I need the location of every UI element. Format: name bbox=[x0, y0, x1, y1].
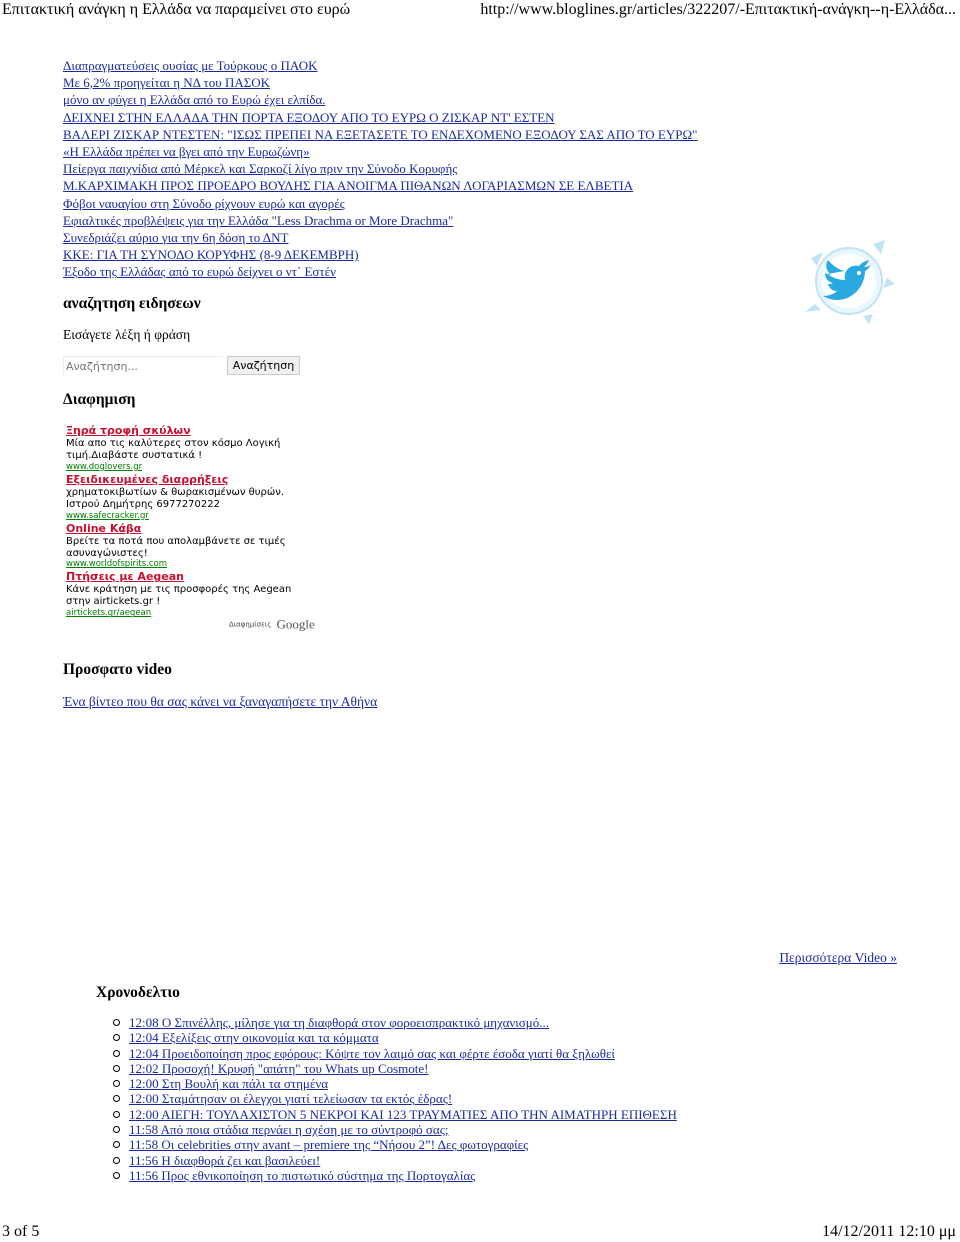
news-link[interactable]: Έξοδο της Ελλάδας από το ευρώ δείχνει ο ντ᾽ Εστέν bbox=[63, 264, 336, 280]
ads-list bbox=[66, 424, 316, 619]
video-link[interactable]: Ένα βίντεο που θα σας κάνει να ξαναγαπήσετε την Αθήνα bbox=[63, 694, 378, 709]
timeline-item bbox=[113, 1153, 733, 1168]
circle-bullet-icon bbox=[113, 1141, 120, 1148]
circle-bullet-icon bbox=[113, 1095, 120, 1102]
ad-description: Μία απο τις καλύτερες στον κόσμο Λογική τιμή.Διαβάστε συστατικά ! bbox=[66, 438, 281, 461]
circle-bullet-icon bbox=[113, 1080, 120, 1087]
circle-bullet-icon bbox=[113, 1065, 120, 1072]
timeline-item bbox=[113, 1091, 733, 1106]
ad-title-link[interactable]: Ξηρά τροφή σκύλων bbox=[66, 424, 191, 437]
timeline-item bbox=[113, 1107, 733, 1122]
news-link[interactable]: Φόβοι ναυαγίου στη Σύνοδο ρίχνουν ευρώ και αγορές bbox=[63, 195, 345, 211]
print-datetime: 14/12/2011 12:10 μμ bbox=[822, 1223, 956, 1240]
ad-description: Βρείτε τα ποτά που απολαμβάνετε σε τιμές ασυναγώνιστες! bbox=[66, 535, 286, 559]
search-prompt: Εισάγετε λέξη ή φράση bbox=[63, 327, 191, 342]
page-title: Επιτακτική ανάγκη η Ελλάδα να παραμείνει στο ευρώ bbox=[2, 1, 351, 18]
timeline-link[interactable]: 11:58 Οι celebrities στην avant – premiere της “Νήσου 2”! Δες φωτογραφίες bbox=[129, 1137, 529, 1153]
ad-title-link[interactable]: Πτήσεις με Aegean bbox=[66, 570, 184, 584]
timeline-item bbox=[113, 1168, 733, 1183]
ad-url-link[interactable]: airtickets.gr/aegean bbox=[66, 608, 152, 619]
news-link[interactable]: ΚΚΕ: ΓΙΑ ΤΗ ΣΥΝΟΔΟ ΚΟΡΥΦΗΣ (8-9 ΔΕΚΕΜΒΡΗ) bbox=[63, 247, 359, 263]
timeline-item bbox=[113, 1015, 733, 1030]
timeline-item bbox=[113, 1046, 733, 1061]
print-footer bbox=[0, 1222, 960, 1242]
news-link[interactable]: Μ.ΚΑΡΧΙΜΑΚΗ ΠΡΟΣ ΠΡΟΕΔΡΟ ΒΟΥΛΗΣ ΓΙΑ ΑΝΟΙΓΜΑ ΠΙΘΑΝΩΝ ΛΟΓΑΡΙΑΣΜΩΝ ΣΕ ΕΛΒΕΤΙΑ bbox=[63, 178, 634, 194]
circle-bullet-icon bbox=[113, 1126, 120, 1133]
ad-description: χρηματοκιβωτίων & θωρακισμένων θυρών. Ιστρού Δημήτρης 6977270222 bbox=[66, 486, 285, 510]
ad-url-link[interactable]: www.worldofspirits.com bbox=[66, 559, 168, 570]
ad-description: Κάνε κράτηση με τις προσφορές της Aegean στην airtickets.gr ! bbox=[66, 584, 292, 608]
video-heading: Προσφατο video bbox=[63, 661, 172, 678]
timeline-item bbox=[113, 1122, 733, 1137]
ad-title-link[interactable]: Εξειδικευμένες διαρρήξεις bbox=[66, 472, 229, 486]
twitter-bird-icon[interactable] bbox=[803, 238, 895, 324]
ad-title-link[interactable]: Online Κάβα bbox=[66, 521, 142, 535]
timeline-link[interactable]: 12:08 Ο Σπινέλλης, μίλησε για τη διαφθορά στον φοροεισπρακτικό μηχανισμό... bbox=[129, 1015, 549, 1030]
news-link[interactable]: ΔΕΙΧΝΕΙ ΣΤΗΝ ΕΛΛΑΔΑ ΤΗΝ ΠΟΡΤΑ ΕΞΟΔΟΥ ΑΠΟ ΤΟ ΕΥΡΩ Ο ΖΙΣΚΑΡ ΝΤ' ΕΣΤΕΝ bbox=[63, 109, 555, 125]
ads-heading: Διαφημιση bbox=[63, 391, 136, 408]
timeline-link[interactable]: 12:04 Εξελίξεις στην οικονομία και τα κόμματα bbox=[129, 1030, 379, 1046]
ads-badge-label: Διαφημίσεις bbox=[229, 620, 272, 629]
news-link[interactable]: ΒΑΛΕΡΙ ΖΙΣΚΑΡ ΝΤΕΣΤΕΝ: "ΙΣΩΣ ΠΡΕΠΕΙ ΝΑ ΕΞΕΤΑΣΕΤΕ ΤΟ ΕΝΔΕΧΟΜΕΝΟ ΕΞΟΔΟΥ ΣΑΣ ΑΠΟ ΤΟ ΕΥΡΩ" bbox=[63, 126, 698, 142]
page-number: 3 of 5 bbox=[2, 1223, 40, 1240]
timeline-link[interactable]: 11:58 Από ποια στάδια περνάει η σχέση με το σύντροφό σας; bbox=[129, 1122, 449, 1138]
timeline-item bbox=[113, 1030, 733, 1045]
page-url: http://www.bloglines.gr/articles/322207/-Επιτακτική-ανάγκη--η-Ελλάδα... bbox=[480, 1, 956, 18]
timeline-link[interactable]: 11:56 Η διαφθορά ζει και βασιλεύει! bbox=[129, 1152, 321, 1168]
google-ads-badge[interactable] bbox=[229, 614, 315, 630]
circle-bullet-icon bbox=[113, 1019, 120, 1026]
news-links-list bbox=[63, 57, 763, 281]
circle-bullet-icon bbox=[113, 1172, 120, 1179]
ad-item bbox=[66, 570, 316, 619]
google-logo: Google bbox=[276, 616, 315, 632]
timeline-item bbox=[113, 1137, 733, 1152]
news-link[interactable]: Συνεδριάζει αύριο για την 6η δόση το ΔΝΤ bbox=[63, 230, 289, 246]
circle-bullet-icon bbox=[113, 1157, 120, 1164]
ad-url-link[interactable]: www.doglovers.gr bbox=[66, 461, 143, 472]
ad-url-link[interactable]: www.safecracker.gr bbox=[66, 510, 149, 521]
timeline-item bbox=[113, 1076, 733, 1091]
timeline-link[interactable]: 12:00 Στη Βουλή και πάλι τα στημένα bbox=[129, 1076, 329, 1092]
ad-item bbox=[66, 473, 316, 522]
more-videos-link[interactable]: Περισσότερα Video » bbox=[779, 950, 897, 965]
news-link[interactable]: μόνο αν φύγει η Ελλάδα από το Ευρώ έχει ελπίδα. bbox=[63, 92, 326, 108]
timeline-heading: Χρονοδελτιο bbox=[96, 984, 180, 1001]
timeline-link[interactable]: 12:00 ΑΙΕΓΗ: ΤΟΥΛΑΧΙΣΤΟΝ 5 ΝΕΚΡΟΙ ΚΑΙ 123 ΤΡΑΥΜΑΤΙΕΣ ΑΠΟ ΤΗΝ ΑΙΜΑΤΗΡΗ ΕΠΙΘΕΣΗ bbox=[129, 1106, 677, 1122]
news-link[interactable]: Διαπραγματεύσεις ουσίας με Τούρκους ο ΠΑΟΚ bbox=[63, 58, 318, 73]
ad-item bbox=[66, 424, 316, 473]
circle-bullet-icon bbox=[113, 1050, 120, 1057]
news-link[interactable]: Εφιαλτικές προβλέψεις για την Ελλάδα "Less Drachma or More Drachma" bbox=[63, 212, 454, 228]
circle-bullet-icon bbox=[113, 1111, 120, 1118]
news-link[interactable]: Με 6,2% προηγείται η ΝΔ του ΠΑΣΟΚ bbox=[63, 75, 271, 91]
timeline-link[interactable]: 12:04 Προειδοποίηση προς εφόρους: Κόψτε τον λαιμό σας και φέρτε έσοδα γιατί θα ξηλωθεί bbox=[129, 1045, 615, 1061]
timeline-link[interactable]: 12:00 Σταμάτησαν οι έλεγχοι γιατί τελείωσαν τα εκτός έδρας! bbox=[129, 1091, 453, 1107]
ad-item bbox=[66, 522, 316, 571]
search-button[interactable]: Αναζήτηση bbox=[227, 356, 300, 375]
news-link[interactable]: «Η Ελλάδα πρέπει να βγει από την Ευρωζώνη» bbox=[63, 144, 310, 160]
timeline-item bbox=[113, 1061, 733, 1076]
search-heading: αναζητηση ειδησεων bbox=[63, 295, 201, 312]
timeline-link[interactable]: 12:02 Προσοχή! Κρυφή "απάτη" του Whats up Cosmote! bbox=[129, 1060, 429, 1076]
timeline-link[interactable]: 11:56 Προς εθνικοποίηση το πιστωτικό σύστημα της Πορτογαλίας bbox=[129, 1167, 476, 1183]
search-input[interactable] bbox=[63, 356, 223, 375]
print-header bbox=[0, 0, 960, 22]
news-link[interactable]: Πείεργα παιχνίδια από Μέρκελ και Σαρκοζί λίγο πριν την Σύνοδο Κορυφής bbox=[63, 161, 458, 177]
circle-bullet-icon bbox=[113, 1034, 120, 1041]
timeline-list bbox=[113, 1015, 733, 1183]
